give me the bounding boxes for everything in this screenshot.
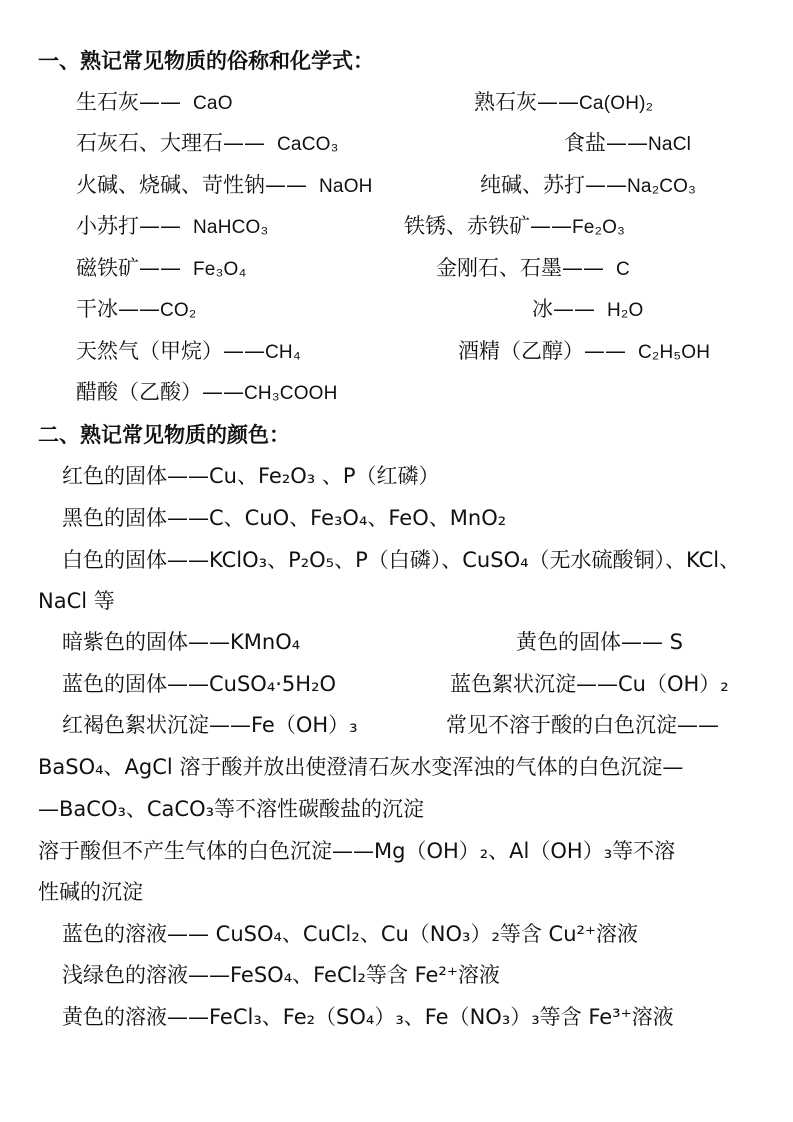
color-entry-blue-precipitate: 蓝色絮状沉淀——Cu（OH）₂	[450, 672, 729, 696]
color-entry-black-solid: 黑色的固体——C、CuO、Fe₃O₄、FeO、MnO₂	[62, 506, 507, 530]
nickname-entry: 小苏打—— NaHCO₃	[76, 214, 269, 238]
nickname-entry: 磁铁矿—— Fe₃O₄	[76, 256, 247, 280]
color-entry-acid-insoluble-cont: BaSO₄、AgCl 溶于酸并放出使澄清石灰水变浑浊的气体的白色沉淀—	[38, 755, 684, 779]
nickname-entry: 冰—— H₂O	[532, 297, 644, 321]
nickname-entry: 石灰石、大理石—— CaCO₃	[76, 131, 339, 155]
nickname-entry: 火碱、烧碱、苛性钠—— NaOH	[76, 173, 373, 197]
color-entry-white-solid: 白色的固体——KClO₃、P₂O₅、P（白磷）、CuSO₄（无水硫酸铜）、KCl、	[62, 548, 741, 572]
color-entry-blue-solid: 蓝色的固体——CuSO₄·5H₂O	[62, 672, 337, 696]
nickname-entry: 铁锈、赤铁矿——Fe₂O₃	[404, 214, 626, 238]
nickname-entry: 干冰——CO₂	[76, 297, 197, 321]
nickname-entry: 纯碱、苏打——Na₂CO₃	[480, 173, 697, 197]
color-entry-dark-purple-solid: 暗紫色的固体——KMnO₄	[62, 630, 301, 654]
color-entry-white-solid-cont: NaCl 等	[38, 589, 115, 613]
nickname-entry: 食盐——NaCl	[564, 131, 692, 155]
nickname-entry: 醋酸（乙酸）——CH₃COOH	[76, 380, 338, 404]
section2-title: 二、熟记常见物质的颜色：	[38, 423, 290, 447]
color-entry-acid-soluble: 溶于酸但不产生气体的白色沉淀——Mg（OH）₂、Al（OH）₃等不溶	[38, 839, 676, 863]
nickname-entry: 熟石灰——Ca(OH)₂	[474, 90, 654, 114]
nickname-entry: 酒精（乙醇）—— C₂H₅OH	[458, 339, 711, 363]
section1-title: 一、熟记常见物质的俗称和化学式：	[38, 49, 374, 73]
color-entry-red-solid: 红色的固体——Cu、Fe₂O₃ 、P（红磷）	[62, 464, 440, 488]
nickname-entry: 金刚石、石墨—— C	[436, 256, 630, 280]
nickname-entry: 天然气（甲烷）——CH₄	[76, 339, 301, 363]
color-entry-light-green-solution: 浅绿色的溶液——FeSO₄、FeCl₂等含 Fe²⁺溶液	[62, 963, 500, 987]
color-entry-yellow-solid: 黄色的固体—— S	[516, 630, 684, 654]
nickname-entry: 生石灰—— CaO	[76, 90, 233, 114]
color-entry-acid-insoluble: 常见不溶于酸的白色沉淀——	[446, 713, 719, 737]
color-entry-acid-soluble-cont: 性碱的沉淀	[38, 880, 143, 904]
color-entry-acid-insoluble-cont: —BaCO₃、CaCO₃等不溶性碳酸盐的沉淀	[38, 797, 425, 821]
color-entry-yellow-solution: 黄色的溶液——FeCl₃、Fe₂（SO₄）₃、Fe（NO₃）₃等含 Fe³⁺溶液	[62, 1005, 674, 1029]
color-entry-red-brown-precipitate: 红褐色絮状沉淀——Fe（OH）₃	[62, 713, 358, 737]
color-entry-blue-solution: 蓝色的溶液—— CuSO₄、CuCl₂、Cu（NO₃）₂等含 Cu²⁺溶液	[62, 922, 639, 946]
